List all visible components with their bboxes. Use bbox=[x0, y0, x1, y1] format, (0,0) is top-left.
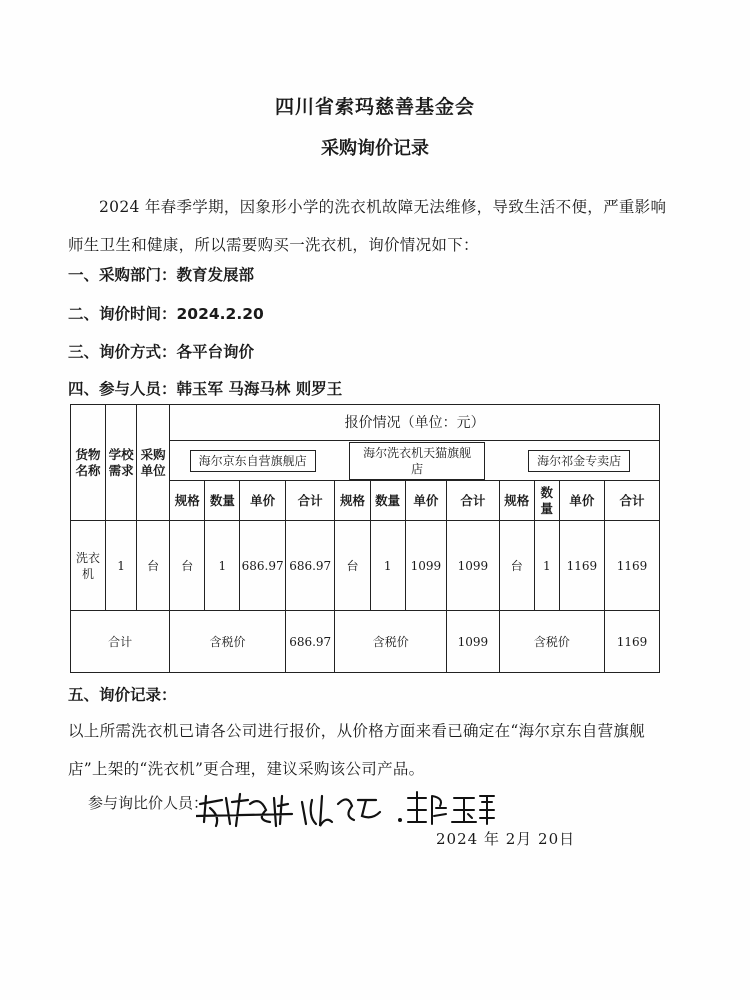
cell-spec: 台 bbox=[335, 521, 370, 611]
item-label: 二、询价时间： bbox=[68, 305, 177, 323]
store-name-tmall: 海尔洗衣机天猫旗舰店 bbox=[349, 442, 485, 480]
sub-header-price: 单价 bbox=[240, 481, 285, 521]
sub-header-spec: 规格 bbox=[170, 481, 205, 521]
store-cell-2 bbox=[335, 441, 499, 481]
item-inquiry-method bbox=[68, 340, 254, 362]
item-value: 2024.2.20 bbox=[176, 305, 264, 323]
cell-spec: 台 bbox=[170, 521, 205, 611]
sub-header-total: 合计 bbox=[285, 481, 335, 521]
cell-total: 1099 bbox=[447, 521, 500, 611]
store-cell-3 bbox=[499, 441, 659, 481]
sub-header-price: 单价 bbox=[559, 481, 604, 521]
item-value: 韩玉军 马海马林 则罗王 bbox=[176, 380, 343, 398]
cell-qty: 1 bbox=[534, 521, 559, 611]
sub-header-qty: 数量 bbox=[370, 481, 405, 521]
record-heading: 五、询价记录： bbox=[68, 686, 177, 704]
cell-spec: 台 bbox=[499, 521, 534, 611]
header-quote-situation: 报价情况（单位：元） bbox=[170, 405, 660, 441]
table-row bbox=[71, 521, 660, 611]
sub-header-spec: 规格 bbox=[499, 481, 534, 521]
cell-unit: 台 bbox=[137, 521, 170, 611]
cell-need: 1 bbox=[106, 521, 137, 611]
item-inquiry-time bbox=[68, 302, 264, 324]
cell-qty: 1 bbox=[370, 521, 405, 611]
cell-tax-label: 含税价 bbox=[499, 611, 604, 673]
cell-tax-label: 含税价 bbox=[335, 611, 447, 673]
cell-qty: 1 bbox=[205, 521, 240, 611]
cell-goods: 洗衣机 bbox=[71, 521, 106, 611]
cell-tax-total: 1169 bbox=[605, 611, 660, 673]
item-value: 各平台询价 bbox=[176, 343, 255, 361]
cell-tax-label: 含税价 bbox=[170, 611, 286, 673]
table-total-row bbox=[71, 611, 660, 673]
intro-paragraph: 2024 年春季学期，因象形小学的洗衣机故障无法维修，导致生活不便，严重影响师生卫生和健康，所以需要购买一洗衣机，询价情况如下： bbox=[68, 198, 667, 254]
document-title: 采购询价记录 bbox=[321, 138, 429, 159]
item-label: 一、采购部门： bbox=[68, 266, 177, 284]
item-value: 教育发展部 bbox=[176, 266, 255, 284]
sub-header-price: 单价 bbox=[405, 481, 446, 521]
store-cell-1 bbox=[170, 441, 335, 481]
cell-price: 1099 bbox=[405, 521, 446, 611]
cell-tax-total: 1099 bbox=[447, 611, 500, 673]
quote-table bbox=[70, 404, 660, 673]
record-paragraph: 以上所需洗衣机已请各公司进行报价，从价格方面来看已确定在“海尔京东自营旗舰店”上架的“洗衣机”更合理，建议采购该公司产品。 bbox=[68, 722, 646, 778]
signers-label: 参与询比价人员： bbox=[88, 794, 209, 812]
header-school-need: 学校需求 bbox=[106, 405, 137, 521]
signature-date: 2024 年 2月 20日 bbox=[436, 830, 576, 848]
sub-header-qty: 数量 bbox=[534, 481, 559, 521]
store-name-qijin: 海尔祁金专卖店 bbox=[528, 450, 630, 472]
header-purchase-unit: 采购单位 bbox=[137, 405, 170, 521]
item-label: 四、参与人员： bbox=[68, 380, 177, 398]
store-name-jd: 海尔京东自营旗舰店 bbox=[190, 450, 316, 472]
cell-total-label: 合计 bbox=[71, 611, 170, 673]
item-department bbox=[68, 263, 254, 285]
item-participants bbox=[68, 377, 342, 399]
handwritten-signature-3 bbox=[396, 788, 496, 828]
cell-total: 686.97 bbox=[285, 521, 335, 611]
cell-price: 1169 bbox=[559, 521, 604, 611]
sub-header-qty: 数量 bbox=[205, 481, 240, 521]
cell-tax-total: 686.97 bbox=[285, 611, 335, 673]
sub-header-total: 合计 bbox=[447, 481, 500, 521]
item-label: 三、询价方式： bbox=[68, 343, 177, 361]
cell-total: 1169 bbox=[605, 521, 660, 611]
sub-header-spec: 规格 bbox=[335, 481, 370, 521]
organization-title: 四川省索玛慈善基金会 bbox=[274, 96, 475, 118]
sub-header-total: 合计 bbox=[605, 481, 660, 521]
header-goods-name: 货物名称 bbox=[71, 405, 106, 521]
cell-price: 686.97 bbox=[240, 521, 285, 611]
